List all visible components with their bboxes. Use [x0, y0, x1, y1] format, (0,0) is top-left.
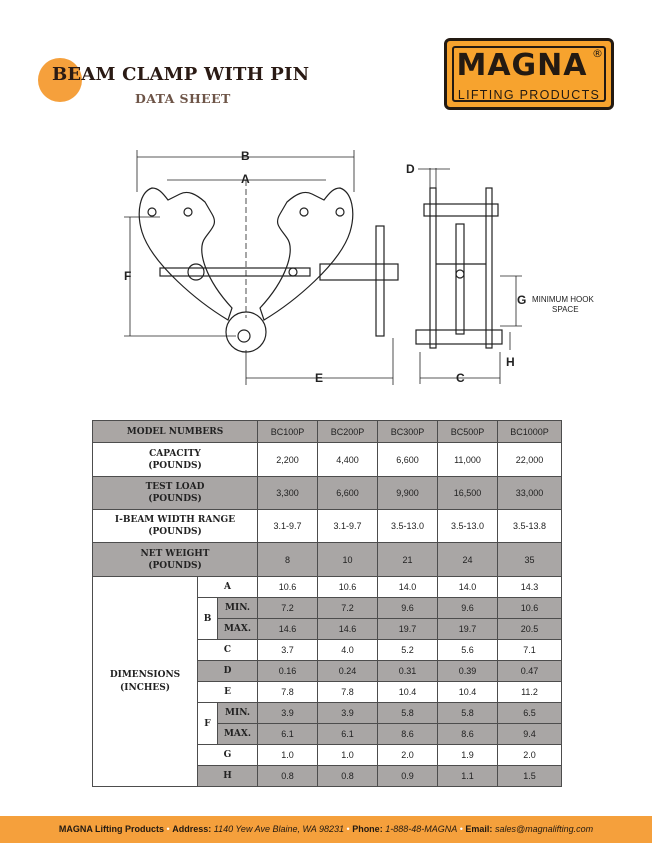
- value-cell: 6.1: [258, 724, 318, 745]
- side-top-bar: [424, 204, 498, 216]
- dim-g-label: G: [517, 293, 527, 307]
- dim-label: C: [198, 640, 258, 661]
- logo-registered-mark: ®: [592, 47, 603, 60]
- value-cell: 0.9: [378, 766, 438, 787]
- logo-tagline: LIFTING PRODUCTS: [457, 88, 601, 102]
- value-cell: 3,300: [258, 477, 318, 510]
- value-cell: 6,600: [378, 443, 438, 477]
- value-cell: 33,000: [498, 477, 562, 510]
- dimensions-label: DIMENSIONS (INCHES): [93, 577, 198, 787]
- footer-address-label: Address:: [172, 824, 212, 834]
- value-cell: 14.6: [318, 619, 378, 640]
- logo-wordmark: MAGNA: [456, 48, 588, 83]
- value-cell: 3.5-13.0: [438, 510, 498, 543]
- value-cell: 11.2: [498, 682, 562, 703]
- hook-space-note-2: SPACE: [552, 305, 579, 314]
- dim-label: B: [198, 598, 218, 640]
- value-cell: 0.47: [498, 661, 562, 682]
- value-cell: 8.6: [378, 724, 438, 745]
- side-right-plate: [486, 188, 492, 348]
- value-cell: 5.8: [378, 703, 438, 724]
- value-cell: 11,000: [438, 443, 498, 477]
- footer-separator: •: [166, 824, 170, 834]
- dim-a-row: [93, 577, 562, 598]
- value-cell: 5.8: [438, 703, 498, 724]
- value-cell: 3.5-13.8: [498, 510, 562, 543]
- side-bottom-bar: [416, 330, 502, 344]
- value-cell: 9.6: [438, 598, 498, 619]
- left-pivot: [188, 264, 204, 280]
- value-cell: 2,200: [258, 443, 318, 477]
- value-cell: 1.1: [438, 766, 498, 787]
- value-cell: 9.4: [498, 724, 562, 745]
- hook-space-note-1: MINIMUM HOOK: [532, 295, 594, 304]
- dim-sublabel: MIN.: [218, 598, 258, 619]
- value-cell: 10.4: [438, 682, 498, 703]
- value-cell: 7.8: [318, 682, 378, 703]
- value-cell: 14.3: [498, 577, 562, 598]
- ibeam-width-label: I-BEAM WIDTH RANGE (POUNDS): [93, 510, 258, 543]
- value-cell: 8: [258, 543, 318, 577]
- footer-contact-bar: [0, 816, 652, 843]
- dim-a-label: A: [241, 172, 250, 186]
- value-cell: 0.16: [258, 661, 318, 682]
- value-cell: 10.6: [258, 577, 318, 598]
- value-cell: 0.24: [318, 661, 378, 682]
- value-cell: 6.1: [318, 724, 378, 745]
- side-left-plate: [430, 188, 436, 348]
- value-cell: 5.6: [438, 640, 498, 661]
- model-cell: BC100P: [258, 421, 318, 443]
- dim-label: H: [198, 766, 258, 787]
- value-cell: 8.6: [438, 724, 498, 745]
- value-cell: 1.5: [498, 766, 562, 787]
- dim-label: E: [198, 682, 258, 703]
- dim-h-label: H: [506, 355, 515, 369]
- left-upper-hole: [184, 208, 192, 216]
- footer-email-label: Email:: [465, 824, 493, 834]
- dim-d-label: D: [406, 162, 415, 176]
- value-cell: 22,000: [498, 443, 562, 477]
- dim-label: A: [198, 577, 258, 598]
- dim-c-label: C: [456, 371, 465, 385]
- value-cell: 19.7: [378, 619, 438, 640]
- value-cell: 4.0: [318, 640, 378, 661]
- net-weight-row: [93, 543, 562, 577]
- value-cell: 1.9: [438, 745, 498, 766]
- value-cell: 3.9: [258, 703, 318, 724]
- dim-sublabel: MAX.: [218, 724, 258, 745]
- value-cell: 0.31: [378, 661, 438, 682]
- dim-f-label: F: [124, 269, 132, 283]
- capacity-row: [93, 443, 562, 477]
- model-cell: BC300P: [378, 421, 438, 443]
- screw-shaft: [160, 268, 310, 276]
- right-upper-hole: [300, 208, 308, 216]
- value-cell: 7.1: [498, 640, 562, 661]
- value-cell: 10: [318, 543, 378, 577]
- beam-clamp-drawing: [0, 140, 652, 400]
- value-cell: 0.8: [318, 766, 378, 787]
- value-cell: 6.5: [498, 703, 562, 724]
- dim-e-label: E: [315, 371, 324, 385]
- right-mid-hole: [336, 208, 344, 216]
- dim-label: G: [198, 745, 258, 766]
- dim-label: D: [198, 661, 258, 682]
- left-mid-hole: [148, 208, 156, 216]
- value-cell: 20.5: [498, 619, 562, 640]
- footer-email[interactable]: sales@magnalifting.com: [494, 824, 594, 834]
- eye-hole: [238, 330, 250, 342]
- value-cell: 6,600: [318, 477, 378, 510]
- value-cell: 7.8: [258, 682, 318, 703]
- value-cell: 0.8: [258, 766, 318, 787]
- value-cell: 7.2: [318, 598, 378, 619]
- ibeam-width-row: [93, 510, 562, 543]
- specifications-table: [92, 420, 562, 787]
- value-cell: 2.0: [378, 745, 438, 766]
- value-cell: 9.6: [378, 598, 438, 619]
- footer-company: MAGNA Lifting Products: [58, 824, 165, 834]
- value-cell: 2.0: [498, 745, 562, 766]
- value-cell: 1.0: [258, 745, 318, 766]
- value-cell: 5.2: [378, 640, 438, 661]
- dim-label: F: [198, 703, 218, 745]
- page-title: BEAM CLAMP WITH PIN: [52, 64, 310, 85]
- test-load-row: [93, 477, 562, 510]
- value-cell: 3.9: [318, 703, 378, 724]
- footer-address: 1140 Yew Ave Blaine, WA 98231: [213, 824, 344, 834]
- value-cell: 7.2: [258, 598, 318, 619]
- model-cell: BC200P: [318, 421, 378, 443]
- value-cell: 21: [378, 543, 438, 577]
- dim-sublabel: MIN.: [218, 703, 258, 724]
- side-screw: [456, 224, 464, 334]
- value-cell: 14.0: [438, 577, 498, 598]
- t-handle: [376, 226, 384, 336]
- footer-phone-label: Phone:: [352, 824, 383, 834]
- value-cell: 3.1-9.7: [318, 510, 378, 543]
- value-cell: 10.6: [318, 577, 378, 598]
- table-header-row: [93, 421, 562, 443]
- value-cell: 3.1-9.7: [258, 510, 318, 543]
- net-weight-label: NET WEIGHT (POUNDS): [93, 543, 258, 577]
- model-cell: BC1000P: [498, 421, 562, 443]
- capacity-label: CAPACITY (POUNDS): [93, 443, 258, 477]
- screw-nut: [320, 264, 398, 280]
- footer-separator: •: [459, 824, 463, 834]
- footer-separator: •: [346, 824, 350, 834]
- value-cell: 4,400: [318, 443, 378, 477]
- value-cell: 19.7: [438, 619, 498, 640]
- value-cell: 16,500: [438, 477, 498, 510]
- value-cell: 1.0: [318, 745, 378, 766]
- right-pivot: [289, 268, 297, 276]
- dim-b-label: B: [241, 149, 250, 163]
- side-pivot: [456, 270, 464, 278]
- value-cell: 9,900: [378, 477, 438, 510]
- magna-logo: [444, 38, 614, 110]
- value-cell: 10.6: [498, 598, 562, 619]
- value-cell: 10.4: [378, 682, 438, 703]
- value-cell: 14.0: [378, 577, 438, 598]
- value-cell: 14.6: [258, 619, 318, 640]
- value-cell: 3.7: [258, 640, 318, 661]
- footer-phone: 1-888-48-MAGNA: [385, 824, 458, 834]
- test-load-label: TEST LOAD (POUNDS): [93, 477, 258, 510]
- model-cell: BC500P: [438, 421, 498, 443]
- value-cell: 35: [498, 543, 562, 577]
- model-numbers-label: MODEL NUMBERS: [93, 421, 258, 443]
- value-cell: 24: [438, 543, 498, 577]
- page-subtitle: DATA SHEET: [135, 91, 231, 106]
- value-cell: 0.39: [438, 661, 498, 682]
- dim-sublabel: MAX.: [218, 619, 258, 640]
- value-cell: 3.5-13.0: [378, 510, 438, 543]
